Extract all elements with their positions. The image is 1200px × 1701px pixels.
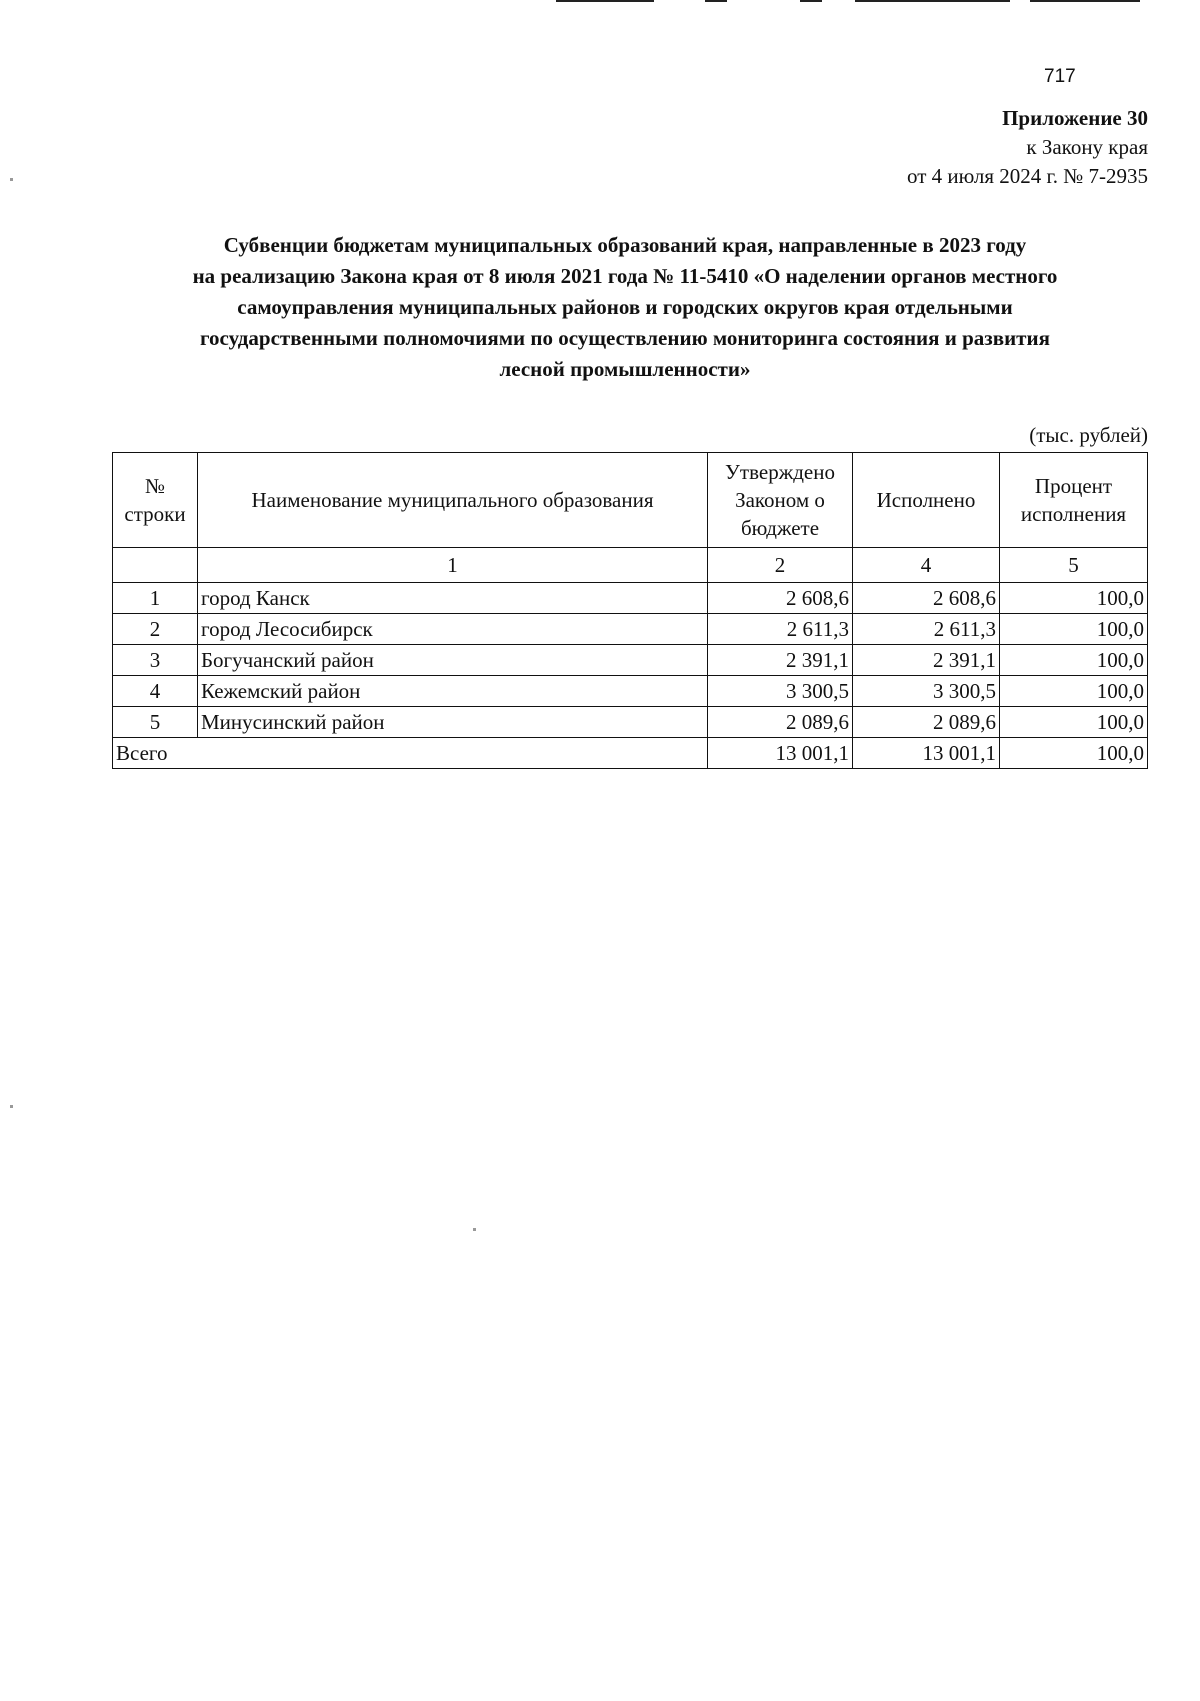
municipality-name: Минусинский район: [198, 707, 708, 738]
column-number: 4: [853, 548, 1000, 583]
execution-percent: 100,0: [1000, 614, 1148, 645]
scan-artifact-line: [855, 0, 1010, 2]
approved-amount: 2 608,6: [708, 583, 853, 614]
scan-artifact-line: [556, 0, 654, 2]
header-row-number: № строки: [113, 453, 198, 548]
scan-dust: [10, 1105, 13, 1108]
page-number: 717: [1044, 66, 1076, 87]
execution-percent: 100,0: [1000, 583, 1148, 614]
execution-percent: 100,0: [1000, 645, 1148, 676]
table-row: [113, 707, 1148, 738]
table-total-row: [113, 738, 1148, 769]
table-row: [113, 583, 1148, 614]
approved-amount: 3 300,5: [708, 676, 853, 707]
municipality-name: город Канск: [198, 583, 708, 614]
municipality-name: город Лесосибирск: [198, 614, 708, 645]
executed-amount: 2 089,6: [853, 707, 1000, 738]
total-approved: 13 001,1: [708, 738, 853, 769]
executed-amount: 3 300,5: [853, 676, 1000, 707]
appendix-law: к Закону края: [1026, 135, 1148, 159]
header-executed: Исполнено: [853, 453, 1000, 548]
title-line: Субвенции бюджетам муниципальных образований края, направленные в 2023 году: [223, 233, 1027, 257]
table-row: [113, 614, 1148, 645]
scan-dust: [10, 178, 13, 181]
execution-percent: 100,0: [1000, 707, 1148, 738]
table-row: [113, 645, 1148, 676]
executed-amount: 2 608,6: [853, 583, 1000, 614]
approved-amount: 2 611,3: [708, 614, 853, 645]
table-header-row: [113, 453, 1148, 548]
title-line: лесной промышленности»: [499, 357, 751, 381]
row-number: 1: [113, 583, 198, 614]
subventions-table: [112, 452, 1148, 769]
scan-artifact-line: [705, 0, 727, 2]
approved-amount: 2 391,1: [708, 645, 853, 676]
title-line: самоуправления муниципальных районов и городских округов края отдельными: [237, 295, 1013, 319]
total-label: Всего: [113, 738, 708, 769]
appendix-date: от 4 июля 2024 г. № 7-2935: [907, 164, 1148, 188]
column-number: [113, 548, 198, 583]
scan-dust: [473, 1228, 476, 1231]
executed-amount: 2 611,3: [853, 614, 1000, 645]
header-percent: Процент исполнения: [1000, 453, 1148, 548]
document-title: [100, 230, 1150, 385]
total-percent: 100,0: [1000, 738, 1148, 769]
appendix-title: Приложение 30: [1002, 106, 1148, 130]
total-executed: 13 001,1: [853, 738, 1000, 769]
municipality-name: Богучанский район: [198, 645, 708, 676]
row-number: 4: [113, 676, 198, 707]
scan-artifact-line: [1030, 0, 1140, 2]
header-approved: Утверждено Законом о бюджете: [708, 453, 853, 548]
execution-percent: 100,0: [1000, 676, 1148, 707]
municipality-name: Кежемский район: [198, 676, 708, 707]
title-line: государственными полномочиями по осуществлению мониторинга состояния и развития: [200, 326, 1050, 350]
row-number: 5: [113, 707, 198, 738]
scan-artifact-line: [800, 0, 822, 2]
column-number-row: [113, 548, 1148, 583]
column-number: 1: [198, 548, 708, 583]
title-line: на реализацию Закона края от 8 июля 2021 года № 11-5410 «О наделении органов местного: [192, 264, 1058, 288]
executed-amount: 2 391,1: [853, 645, 1000, 676]
units-label: (тыс. рублей): [1029, 423, 1148, 447]
appendix-block: [548, 104, 1148, 191]
column-number: 2: [708, 548, 853, 583]
approved-amount: 2 089,6: [708, 707, 853, 738]
table-row: [113, 676, 1148, 707]
row-number: 3: [113, 645, 198, 676]
row-number: 2: [113, 614, 198, 645]
header-municipality-name: Наименование муниципального образования: [198, 453, 708, 548]
column-number: 5: [1000, 548, 1148, 583]
